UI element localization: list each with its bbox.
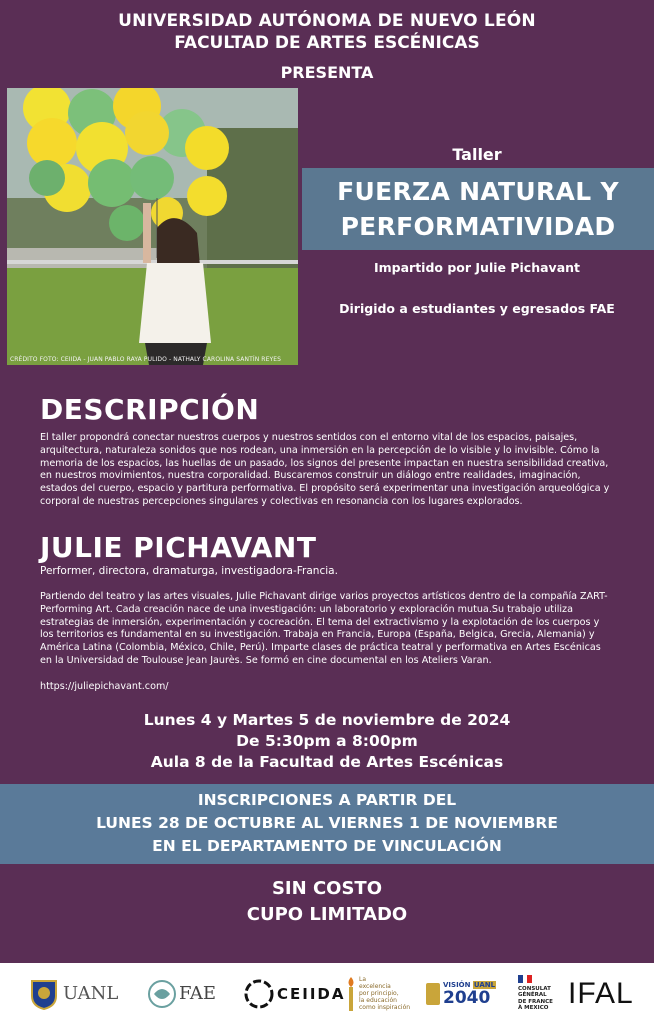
cost-info — [0, 876, 654, 928]
excelencia-line-3: por principio, — [359, 990, 399, 997]
excelencia-line-4: la educación — [359, 997, 397, 1004]
schedule — [0, 710, 654, 773]
uanl-shield-icon — [28, 978, 60, 1010]
fae-logo — [147, 971, 216, 1016]
consulat-line-2: GÉNÉRAL — [518, 992, 547, 999]
event-title-line-1: FUERZA NATURAL Y — [337, 177, 619, 206]
excelencia-logo — [346, 971, 410, 1016]
registration-banner — [0, 784, 654, 864]
description-body: El taller propondrá conectar nuestros cuerpos y nuestros sentidos con el entorno vital de los espacios, paisajes, arquitectura, naturaleza sonidos que nos rodean, una inmersión en la percepción de lo visible y lo invisible. Cómo la memoria de los espacios, las huellas de un pasado, los signos del presente impactan en nuestra sensibilidad creativa, en nuestros movimientos, nuestra corporalidad. Buscaremos construir un diálogo entre realidades, imaginación, estados del cuerpo, espacio y partitura performativa. El propósito será experimentar una investigación arqueológica y corporal de nuestras percepciones singulares y colectivas en resonancia con los lugares explorados. — [40, 432, 610, 507]
consulat-line-1: CONSULAT — [518, 985, 551, 992]
cost-line-2: CUPO LIMITADO — [246, 904, 408, 925]
bio-heading: JULIE PICHAVANT — [40, 531, 317, 564]
header — [0, 10, 654, 84]
university-name: UNIVERSIDAD AUTÓNOMA DE NUEVO LEÓN — [118, 11, 536, 31]
excelencia-line-5: como inspiración — [359, 1004, 411, 1011]
ceiida-logo — [243, 971, 345, 1016]
bio-role: Performer, directora, dramaturga, investigadora-Francia. — [40, 565, 338, 577]
registration-line-1: INSCRIPCIONES A PARTIR DEL — [197, 791, 457, 809]
description-heading: DESCRIPCIÓN — [40, 393, 260, 426]
vision-2040-logo — [426, 971, 496, 1016]
registration-line-3: EN EL DEPARTAMENTO DE VINCULACIÓN — [152, 837, 502, 855]
performer-photo — [7, 88, 298, 365]
photo-credit: CRÉDITO FOTO: CEIIDA - JUAN PABLO RAYA PULIDO - NATHALY CAROLINA SANTÍN REYES — [10, 356, 282, 363]
sponsor-logos — [0, 963, 654, 1023]
fae-emblem-icon — [147, 979, 177, 1009]
consulat-logo — [518, 971, 553, 1016]
uanl-logo-text: UANL — [63, 983, 119, 1004]
presents-label: PRESENTA — [280, 63, 374, 82]
torch-icon — [346, 977, 356, 1011]
event-kind: Taller — [452, 145, 502, 164]
fae-logo-text: FAE — [179, 983, 217, 1004]
consulat-line-3: DE FRANCE — [518, 998, 553, 1005]
ceiida-logo-text: CEIIDA — [277, 984, 346, 1003]
ifal-logo — [568, 971, 634, 1016]
vision-label: VISIÓN — [443, 980, 471, 989]
event-title-line-2: PERFORMATIVIDAD — [340, 212, 616, 241]
vision-badge-icon — [426, 983, 440, 1005]
instructor-line: Impartido por Julie Pichavant — [373, 260, 581, 275]
consulat-line-4: À MEXICO — [518, 1005, 549, 1012]
event-title — [302, 168, 654, 250]
schedule-place: Aula 8 de la Facultad de Artes Escénicas — [150, 753, 504, 771]
uanl-logo — [28, 971, 118, 1016]
excelencia-line-2: excelencia — [359, 983, 391, 990]
excelencia-line-1: La — [359, 976, 367, 983]
faculty-name: FACULTAD DE ARTES ESCÉNICAS — [174, 33, 480, 53]
audience-line: Dirigido a estudiantes y egresados FAE — [339, 301, 615, 316]
bio-body: Partiendo del teatro y las artes visuales, Julie Pichavant dirige varios proyectos artísticos dentro de la compañía ZART- Performing Art. Cada creación nace de una investigación: un laboratorio y exploración mutua.Su trabajo utiliza estrategias de inmersión, experimentación y cocreación. El tema del extractivismo y la explotación de los cuerpos y los territorios es fundamental en su investigación. Trabaja en Francia, Europa (España, Belgica, Grecia, Alemania) y América Latina (Colombia, México, Chile, Perú). Imparte clases de práctica teatral y performativa en Artes Escénicas en la Universidad de Toulouse Jean Jaurès. Se formó en cine documental en los Ateliers Varan. — [40, 591, 608, 666]
schedule-time: De 5:30pm a 8:00pm — [236, 732, 418, 750]
vision-uanl: UANL — [473, 980, 496, 989]
schedule-dates: Lunes 4 y Martes 5 de noviembre de 2024 — [143, 711, 511, 729]
registration-line-2: LUNES 28 DE OCTUBRE AL VIERNES 1 DE NOVIEMBRE — [96, 814, 558, 832]
french-flag-icon — [518, 975, 532, 983]
website-link[interactable]: https://juliepichavant.com/ — [40, 681, 169, 692]
ifal-logo-text: IFAL — [568, 976, 634, 1010]
cost-line-1: SIN COSTO — [271, 878, 383, 899]
ceiida-circle-icon — [243, 978, 275, 1010]
vision-year: 2040 — [443, 987, 491, 1008]
